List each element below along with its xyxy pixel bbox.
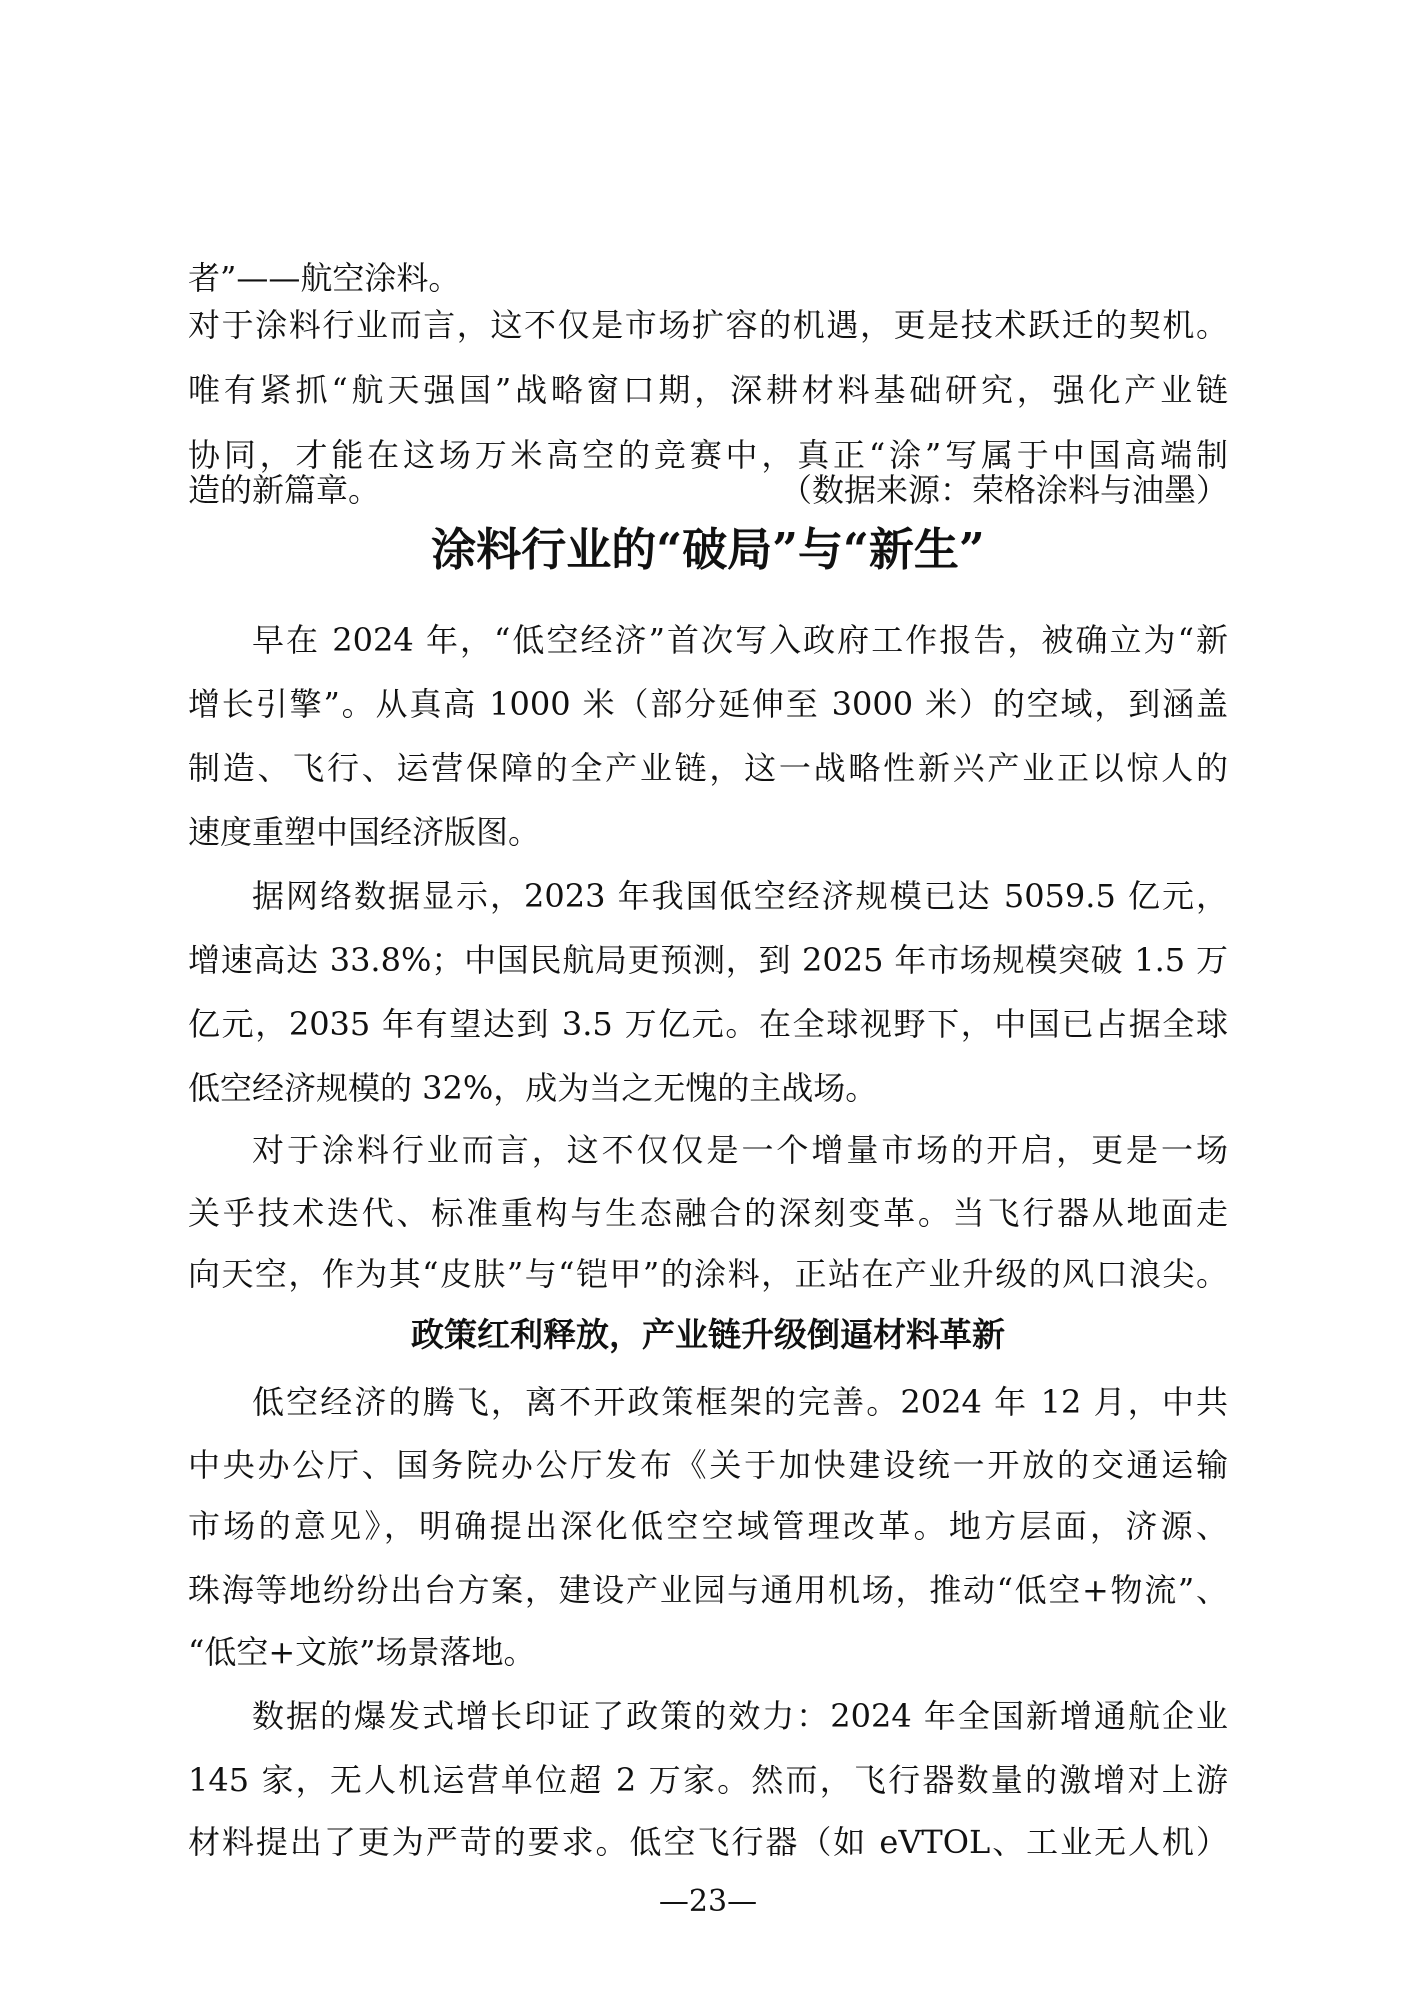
paragraph-line: 低空经济的腾飞，离不开政策框架的完善。2024 年 12 月，中共: [252, 1383, 1228, 1421]
paragraph-line: 增速高达 33.8%；中国民航局更预测，到 2025 年市场规模突破 1.5 万: [188, 941, 1228, 979]
paragraph-line: 早在 2024 年，“低空经济”首次写入政府工作报告，被确立为“新: [252, 621, 1228, 659]
paragraph-line: 亿元，2035 年有望达到 3.5 万亿元。在全球视野下，中国已占据全球: [188, 1005, 1228, 1043]
paragraph-line: 珠海等地纷纷出台方案，建设产业园与通用机场，推动“低空+物流”、: [188, 1571, 1228, 1609]
paragraph-line: 增长引擎”。从真高 1000 米（部分延伸至 3000 米）的空域，到涵盖: [188, 685, 1228, 723]
article-title: 涂料行业的“破局”与“新生”: [431, 523, 985, 576]
paragraph-line: 市场的意见》，明确提出深化低空空域管理改革。地方层面，济源、: [188, 1507, 1228, 1545]
paragraph-line: 材料提出了更为严苛的要求。低空飞行器（如 eVTOL、工业无人机）: [188, 1823, 1228, 1861]
page-number: —23—: [658, 1884, 758, 1919]
paragraph-line: “低空+文旅”场景落地。: [188, 1633, 536, 1671]
paragraph-line: 关乎技术迭代、标准重构与生态融合的深刻变革。当飞行器从地面走: [188, 1194, 1228, 1232]
text-line: 对于涂料行业而言，这不仅是市场扩容的机遇，更是技术跃迁的契机。: [188, 306, 1228, 344]
paragraph-line: 制造、飞行、运营保障的全产业链，这一战略性新兴产业正以惊人的: [188, 749, 1228, 787]
text-line: 协同，才能在这场万米高空的竞赛中，真正“涂”写属于中国高端制: [188, 436, 1228, 474]
paragraph-line: 据网络数据显示，2023 年我国低空经济规模已达 5059.5 亿元，: [252, 877, 1228, 915]
paragraph-line: 速度重塑中国经济版图。: [188, 813, 541, 851]
source-note: （数据来源：荣格涂料与油墨）: [779, 471, 1228, 509]
paragraph-line: 145 家，无人机运营单位超 2 万家。然而，飞行器数量的激增对上游: [188, 1761, 1228, 1799]
text-line: 者”——航空涂料。: [188, 259, 461, 297]
paragraph-line: 对于涂料行业而言，这不仅仅是一个增量市场的开启，更是一场: [252, 1131, 1228, 1169]
paragraph-line: 中央办公厅、国务院办公厅发布《关于加快建设统一开放的交通运输: [188, 1446, 1228, 1484]
text-line: 造的新篇章。: [188, 471, 381, 509]
paragraph-line: 向天空，作为其“皮肤”与“铠甲”的涂料，正站在产业升级的风口浪尖。: [188, 1255, 1228, 1293]
text-line: 唯有紧抓“航天强国”战略窗口期，深耕材料基础研究，强化产业链: [188, 371, 1228, 409]
paragraph-line: 数据的爆发式增长印证了政策的效力：2024 年全国新增通航企业: [252, 1697, 1228, 1735]
paragraph-line: 低空经济规模的 32%，成为当之无愧的主战场。: [188, 1069, 878, 1107]
section-heading: 政策红利释放，产业链升级倒逼材料革新: [411, 1315, 1005, 1354]
